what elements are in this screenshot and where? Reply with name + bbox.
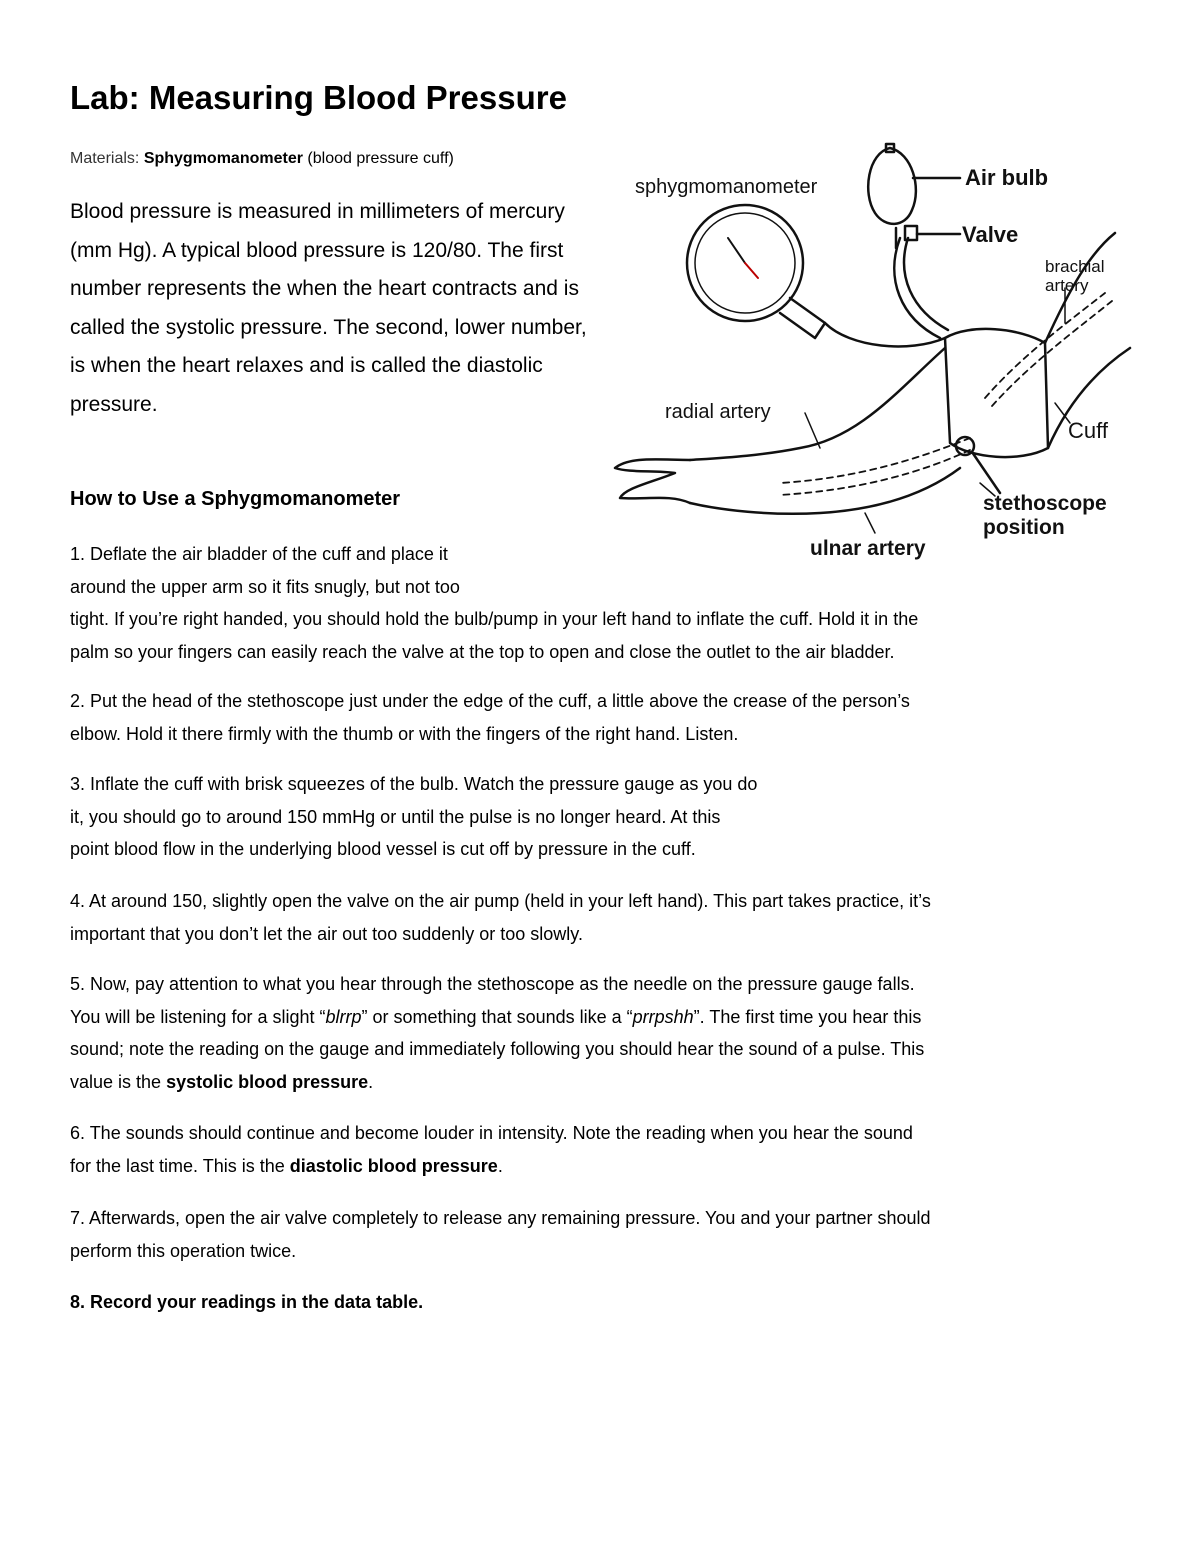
- step-5: [70, 968, 1145, 1098]
- materials-line: [70, 148, 454, 170]
- label-air-bulb: Air bulb: [965, 165, 1049, 190]
- step-4-line-2: important that you don’t let the air out too suddenly or too slowly.: [70, 923, 583, 944]
- step-2-line-2: elbow. Hold it there firmly with the thumb or with the fingers of the right hand. Listen.: [70, 723, 739, 744]
- page-title: Lab: Measuring Blood Pressure: [70, 79, 567, 116]
- step-3-line-3: point blood flow in the underlying blood vessel is cut off by pressure in the cuff.: [70, 839, 696, 859]
- intro-paragraph: Blood pressure is measured in millimeters of mercury (mm Hg). A typical blood pressure is 120/80. The first number represents the when the heart contracts and is called the systolic pressure. The second, lower number, is when the heart relaxes and is called the diastolic pressure.: [70, 200, 587, 416]
- step-5-line-4: [70, 1066, 1145, 1099]
- materials-note: (blood pressure cuff): [307, 150, 454, 167]
- step-5-line-2-e: ”. The first time you hear this: [693, 1006, 922, 1027]
- step-6-line-2-a: for the last time. This is the: [70, 1155, 290, 1176]
- air-bulb-icon: [868, 148, 916, 224]
- step-1-line-1: 1. Deflate the air bladder of the cuff and place it: [70, 544, 448, 564]
- step-8: [70, 1286, 1145, 1319]
- label-stethoscope-2: position: [983, 516, 1065, 539]
- materials-label: Materials:: [70, 150, 140, 167]
- sound-prrpshh: prrpshh: [632, 1006, 694, 1027]
- label-brachial-2: artery: [1045, 276, 1089, 295]
- step-6-line-1: 6. The sounds should continue and become louder in intensity. Note the reading when you hear the sound: [70, 1123, 913, 1143]
- step-5-line-2: [70, 1001, 1145, 1034]
- step-2-line-1: 2. Put the head of the stethoscope just under the edge of the cuff, a little above the crease of the person’s: [70, 691, 910, 711]
- sound-blrrp: blrrp: [325, 1006, 362, 1027]
- step-3: [70, 768, 1145, 866]
- diastolic-term: diastolic blood pressure: [289, 1155, 498, 1176]
- step-6: [70, 1117, 1145, 1182]
- step-7: [70, 1202, 1145, 1267]
- step-5-line-3: sound; note the reading on the gauge and immediately following you should hear the sound of a pulse. This: [70, 1039, 925, 1059]
- step-5-line-4-a: value is the: [70, 1071, 167, 1092]
- label-valve: Valve: [962, 222, 1019, 247]
- materials-item: Sphygmomanometer: [143, 150, 303, 167]
- step-1: [70, 538, 1145, 668]
- how-to-heading: How to Use a Sphygmomanometer: [70, 488, 401, 510]
- label-stethoscope-1: stethoscope: [983, 492, 1107, 515]
- hand-icon: [615, 459, 690, 503]
- step-7-line-2: perform this operation twice.: [70, 1240, 297, 1261]
- step-7-line-1: 7. Afterwards, open the air valve completely to release any remaining pressure. You and your partner should: [70, 1208, 931, 1228]
- step-1-line-3: tight. If you’re right handed, you should hold the bulb/pump in your left hand to inflate the cuff. Hold it in the: [70, 609, 919, 629]
- step-1-line-2: around the upper arm so it fits snugly, but not too: [70, 576, 460, 597]
- label-ulnar-artery: ulnar artery: [810, 537, 926, 560]
- step-6-line-2-c: .: [497, 1155, 503, 1176]
- label-radial-artery: radial artery: [665, 401, 771, 423]
- step-5-line-2-a: You will be listening for a slight “: [70, 1006, 326, 1027]
- step-8-line-1: 8. Record your readings in the data table.: [70, 1292, 424, 1312]
- systolic-term: systolic blood pressure: [166, 1071, 369, 1092]
- label-cuff: Cuff: [1068, 418, 1108, 443]
- step-2: [70, 685, 1145, 750]
- step-1-line-4: palm so your fingers can easily reach the valve at the top to open and close the outlet to the air bladder.: [70, 641, 895, 662]
- label-sphygmomanometer: sphygmomanometer: [635, 176, 818, 198]
- step-3-line-1: 3. Inflate the cuff with brisk squeezes of the bulb. Watch the pressure gauge as you do: [70, 774, 758, 794]
- step-4: [70, 885, 1145, 950]
- label-brachial-1: brachial: [1045, 257, 1105, 276]
- step-6-line-2: [70, 1150, 1145, 1183]
- step-4-line-1: 4. At around 150, slightly open the valve on the air pump (held in your left hand). This part takes practice, it’s: [70, 891, 931, 911]
- step-5-line-4-c: .: [368, 1071, 374, 1092]
- step-5-line-1: 5. Now, pay attention to what you hear through the stethoscope as the needle on the pressure gauge falls.: [70, 974, 915, 994]
- step-5-line-2-c: ” or something that sounds like a “: [361, 1006, 633, 1027]
- step-3-line-2: it, you should go to around 150 mmHg or until the pulse is no longer heard. At this: [70, 806, 721, 827]
- blood-pressure-diagram: [600, 138, 1145, 578]
